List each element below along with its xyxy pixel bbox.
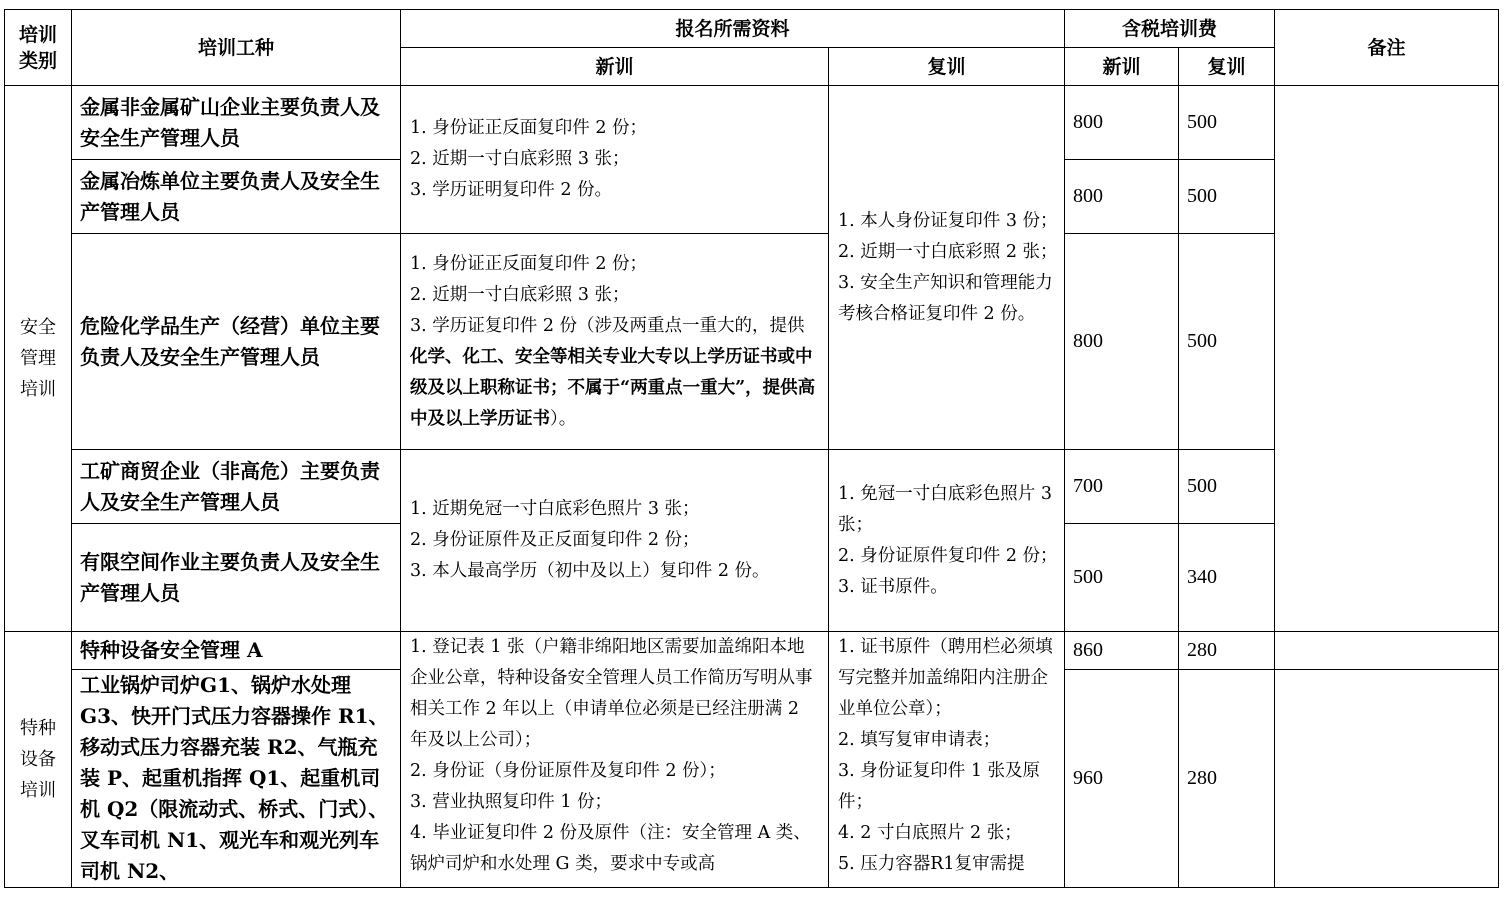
notes-cell — [1275, 632, 1499, 670]
fee-renew-cell: 340 — [1179, 524, 1275, 632]
fee-new-cell: 960 — [1065, 670, 1179, 888]
fee-renew-cell: 500 — [1179, 86, 1275, 160]
header-job-type: 培训工种 — [72, 10, 401, 86]
materials-new-cell: 1. 身份证正反面复印件 2 份； 2. 近期一寸白底彩照 3 张； 3. 学历证明复印件 2 份。 — [401, 86, 829, 234]
table-row — [5, 450, 1499, 524]
fee-new-cell: 800 — [1065, 160, 1179, 234]
materials-new-cell: 1. 身份证正反面复印件 2 份； 2. 近期一寸白底彩照 3 张； 3. 学历证复印件 2 份（涉及两重点一重大的，提供化学、化工、安全等相关专业大专以上学历证书或中级及以上职称证书；不属于“两重点一重大”，提供高中及以上学历证书）。 — [401, 234, 829, 450]
job-type-cell: 工业锅炉司炉G1、锅炉水处理G3、快开门式压力容器操作 R1、移动式压力容器充装 R2、气瓶充装 P、起重机指挥 Q1、起重机司机 Q2（限流动式、桥式、门式）、叉车司机 N1、观光车和观光列车司机 N2、 — [72, 670, 401, 888]
materials-renew-cell: 1. 本人身份证复印件 3 份； 2. 近期一寸白底彩照 2 张； 3. 安全生产知识和管理能力考核合格证复印件 2 份。 — [829, 86, 1065, 450]
fee-new-cell: 700 — [1065, 450, 1179, 524]
notes-cell — [1275, 86, 1499, 632]
header-fee: 含税培训费 — [1065, 10, 1275, 48]
training-fee-table — [4, 9, 1499, 888]
table-row — [5, 234, 1499, 450]
materials-renew-cell: 1. 证书原件（聘用栏必须填写完整并加盖绵阳内注册企业单位公章）； 2. 填写复审申请表； 3. 身份证复印件 1 张及原件； 4. 2 寸白底照片 2 张； 5. 压力容器R1复审需提 — [829, 632, 1065, 888]
category-cell: 特种 设备 培训 — [5, 632, 72, 888]
fee-renew-cell: 500 — [1179, 450, 1275, 524]
job-type-cell: 有限空间作业主要负责人及安全生产管理人员 — [72, 524, 401, 632]
materials-new-cell: 1. 近期免冠一寸白底彩色照片 3 张； 2. 身份证原件及正反面复印件 2 份； 3. 本人最高学历（初中及以上）复印件 2 份。 — [401, 450, 829, 632]
fee-new-cell: 860 — [1065, 632, 1179, 670]
fee-renew-cell: 500 — [1179, 160, 1275, 234]
table-row — [5, 86, 1499, 160]
fee-new-cell: 500 — [1065, 524, 1179, 632]
header-materials-new: 新训 — [401, 48, 829, 86]
category-cell: 安全 管理 培训 — [5, 86, 72, 632]
header-fee-new: 新训 — [1065, 48, 1179, 86]
materials-new-cell: 1. 登记表 1 张（户籍非绵阳地区需要加盖绵阳本地企业公章，特种设备安全管理人员工作简历写明从事相关工作 2 年以上（申请单位必须是已经注册满 2 年及以上公司）； 2. 身份证（身份证原件及复印件 2 份）； 3. 营业执照复印件 1 份； 4. 毕业证复印件 2 份及原件（注：安全管理 A 类、锅炉司炉和水处理 G 类，要求中专或高 — [401, 632, 829, 888]
job-type-cell: 危险化学品生产（经营）单位主要负责人及安全生产管理人员 — [72, 234, 401, 450]
header-category: 培训 类别 — [5, 10, 72, 86]
job-type-cell: 工矿商贸企业（非高危）主要负责人及安全生产管理人员 — [72, 450, 401, 524]
job-type-cell: 金属冶炼单位主要负责人及安全生产管理人员 — [72, 160, 401, 234]
header-materials-renew: 复训 — [829, 48, 1065, 86]
job-type-cell: 特种设备安全管理 A — [72, 632, 401, 670]
header-notes: 备注 — [1275, 10, 1499, 86]
fee-new-cell: 800 — [1065, 234, 1179, 450]
fee-new-cell: 800 — [1065, 86, 1179, 160]
materials-renew-cell: 1. 免冠一寸白底彩色照片 3 张； 2. 身份证原件复印件 2 份； 3. 证书原件。 — [829, 450, 1065, 632]
table-row — [5, 632, 1499, 670]
fee-renew-cell: 280 — [1179, 632, 1275, 670]
fee-renew-cell: 280 — [1179, 670, 1275, 888]
job-type-cell: 金属非金属矿山企业主要负责人及安全生产管理人员 — [72, 86, 401, 160]
notes-cell — [1275, 670, 1499, 888]
header-materials: 报名所需资料 — [401, 10, 1065, 48]
header-fee-renew: 复训 — [1179, 48, 1275, 86]
fee-renew-cell: 500 — [1179, 234, 1275, 450]
